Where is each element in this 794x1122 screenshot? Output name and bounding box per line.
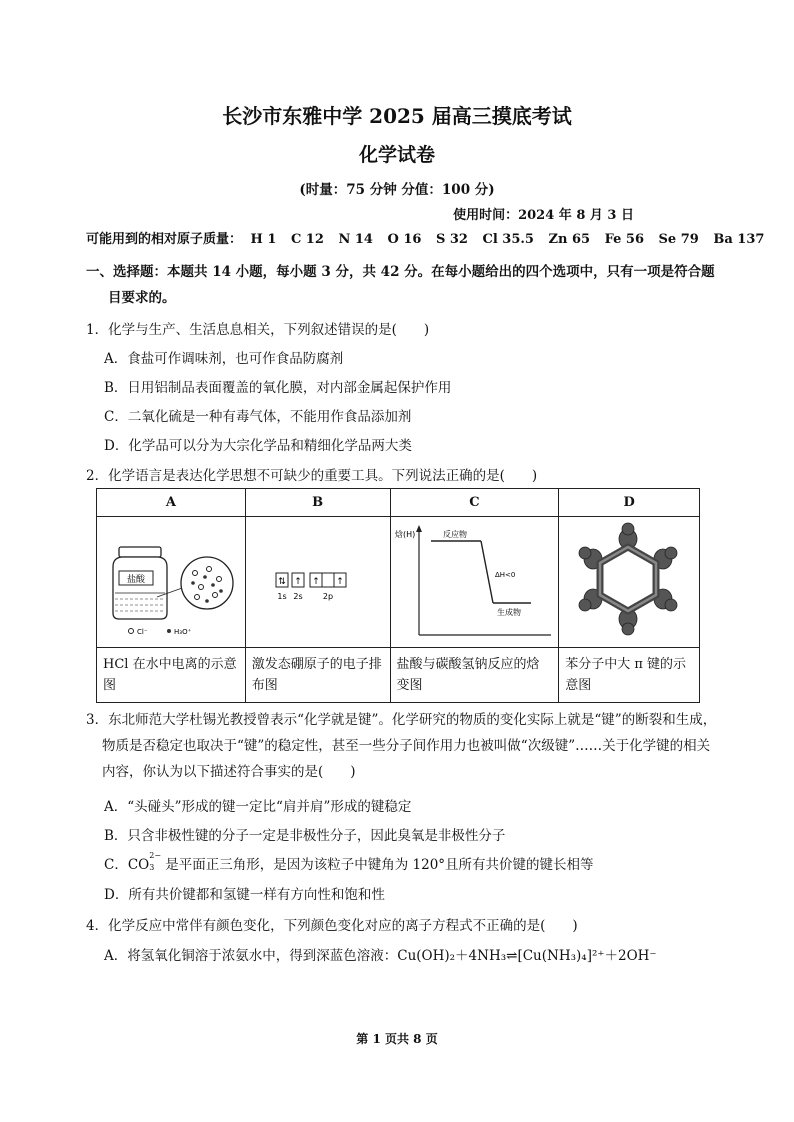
caption-b: 激发态硼原子的电子排布图 bbox=[245, 648, 390, 703]
subject-title: 化学试卷 bbox=[358, 144, 435, 166]
orbital-1s: 1s bbox=[277, 592, 287, 601]
header-c: C bbox=[390, 489, 559, 517]
enthalpy-diagram bbox=[391, 517, 557, 643]
figure-a-cell bbox=[97, 517, 246, 648]
q1-option-a: A．食盐可作调味剂，也可作食品防腐剂 bbox=[104, 351, 344, 367]
svg-text:↑: ↑ bbox=[335, 577, 344, 587]
mass-item: Fe 56 bbox=[604, 232, 645, 247]
header-a: A bbox=[97, 489, 246, 517]
q3-option-a: A．“头碰头”形成的键一定比“肩并肩”形成的键稳定 bbox=[104, 799, 412, 815]
q4-option-a-text: A．将氢氧化铜溶于浓氨水中，得到深蓝色溶液： bbox=[104, 948, 398, 964]
q3-line3: 内容，你认为以下描述符合事实的是( ) bbox=[102, 764, 356, 780]
benzene-pi-bond-figure bbox=[559, 517, 697, 643]
caption-a: HCl 在水中电离的示意图 bbox=[97, 648, 246, 703]
mass-item: Zn 65 bbox=[548, 232, 591, 247]
q4-stem: 4．化学反应中常伴有颜色变化，下列颜色变化对应的离子方程式不正确的是( ) bbox=[86, 918, 578, 934]
mass-item: O 16 bbox=[387, 232, 422, 247]
q1-stem: 1．化学与生产、生活息息相关，下列叙述错误的是( ) bbox=[86, 322, 430, 338]
q3-option-c-subscript: 3 bbox=[149, 863, 155, 872]
q3-option-d: D．所有共价键都和氢键一样有方向性和饱和性 bbox=[104, 887, 385, 903]
header-b: B bbox=[245, 489, 390, 517]
mass-item: S 32 bbox=[435, 232, 468, 247]
q2-stem: 2．化学语言是表达化学思想不可缺少的重要工具。下列说法正确的是( ) bbox=[86, 468, 538, 484]
caption-c: 盐酸与碳酸氢钠反应的焓变图 bbox=[390, 648, 559, 703]
product-label: 生成物 bbox=[496, 608, 521, 617]
header-d: D bbox=[559, 489, 700, 517]
exam-date: 使用时间：2024 年 8 月 3 日 bbox=[453, 208, 634, 223]
mass-item: Ba 137 bbox=[713, 232, 765, 247]
mass-item: H 1 bbox=[250, 232, 277, 247]
q3-option-c-rest: 是平面正三角形，是因为该粒子中键角为 120°且所有共价键的键长相等 bbox=[165, 857, 594, 873]
figure-c-cell bbox=[390, 517, 559, 648]
time-info: (时量：75 分钟 分值：100 分) bbox=[299, 182, 495, 198]
hcl-ionization-figure bbox=[97, 517, 243, 643]
atomic-masses bbox=[86, 228, 774, 247]
mass-item: N 14 bbox=[338, 232, 373, 247]
figure-d-cell bbox=[559, 517, 700, 648]
svg-text:↑: ↑ bbox=[311, 577, 320, 587]
q3-option-c-charge: 2− bbox=[149, 851, 162, 860]
mass-item: Cl 35.5 bbox=[482, 232, 534, 247]
caption-d: 苯分子中大 π 键的示意图 bbox=[559, 648, 700, 703]
section-heading-line2: 目要求的。 bbox=[108, 290, 176, 306]
orbital-2p: 2p bbox=[322, 592, 333, 601]
y-axis-label: 焓(H) bbox=[394, 530, 415, 539]
figure-b-cell bbox=[245, 517, 390, 648]
q3-line2: 物质是否稳定也取决于“键”的稳定性，甚至一些分子间作用力也被叫做“次级键”……关于化学键的相关 bbox=[102, 738, 711, 754]
q1-option-b: B．日用铝制品表面覆盖的氧化膜，对内部金属起保护作用 bbox=[104, 380, 452, 396]
q1-option-c: C．二氧化硫是一种有毒气体，不能用作食品添加剂 bbox=[104, 409, 412, 425]
svg-text:↑: ↑ bbox=[293, 577, 302, 587]
mass-item: Se 79 bbox=[658, 232, 699, 247]
delta-h-label: ΔH<0 bbox=[494, 571, 515, 579]
mass-item: C 12 bbox=[290, 232, 324, 247]
q3-option-c bbox=[104, 853, 594, 873]
q4-option-a bbox=[104, 944, 657, 964]
orbital-2s: 2s bbox=[293, 592, 303, 601]
q3-option-c-prefix: C．CO bbox=[104, 857, 150, 873]
boron-orbital-figure bbox=[246, 517, 388, 643]
section-heading-line1: 一、选择题：本题共 14 小题，每小题 3 分，共 42 分。在每小题给出的四个选项中，只有一项是符合题 bbox=[86, 264, 715, 280]
exam-title: 长沙市东雅中学 2025 届高三摸底考试 bbox=[222, 104, 572, 128]
q4-option-a-equation: Cu(OH)₂＋4NH₃⇌[Cu(NH₃)₄]²⁺＋2OH⁻ bbox=[397, 948, 657, 964]
reactant-label: 反应物 bbox=[442, 530, 467, 539]
bottle-label: 盐酸 bbox=[126, 575, 146, 585]
svg-text:⇅: ⇅ bbox=[277, 577, 286, 587]
q3-line1: 3．东北师范大学杜锡光教授曾表示“化学就是键”。化学研究的物质的变化实际上就是“键”的断裂和生成， bbox=[86, 712, 717, 728]
q2-options-table bbox=[96, 488, 700, 703]
page-footer: 第 1 页共 8 页 bbox=[356, 1032, 438, 1046]
atomic-masses-label: 可能用到的相对原子质量： bbox=[86, 232, 243, 247]
q3-option-b: B．只含非极性键的分子一定是非极性分子，因此臭氧是非极性分子 bbox=[104, 828, 506, 844]
q1-option-d: D．化学品可以分为大宗化学品和精细化学品两大类 bbox=[104, 438, 412, 454]
legend-h3o: H₃O⁺ bbox=[174, 628, 192, 636]
legend-cl: Cl⁻ bbox=[137, 628, 148, 636]
